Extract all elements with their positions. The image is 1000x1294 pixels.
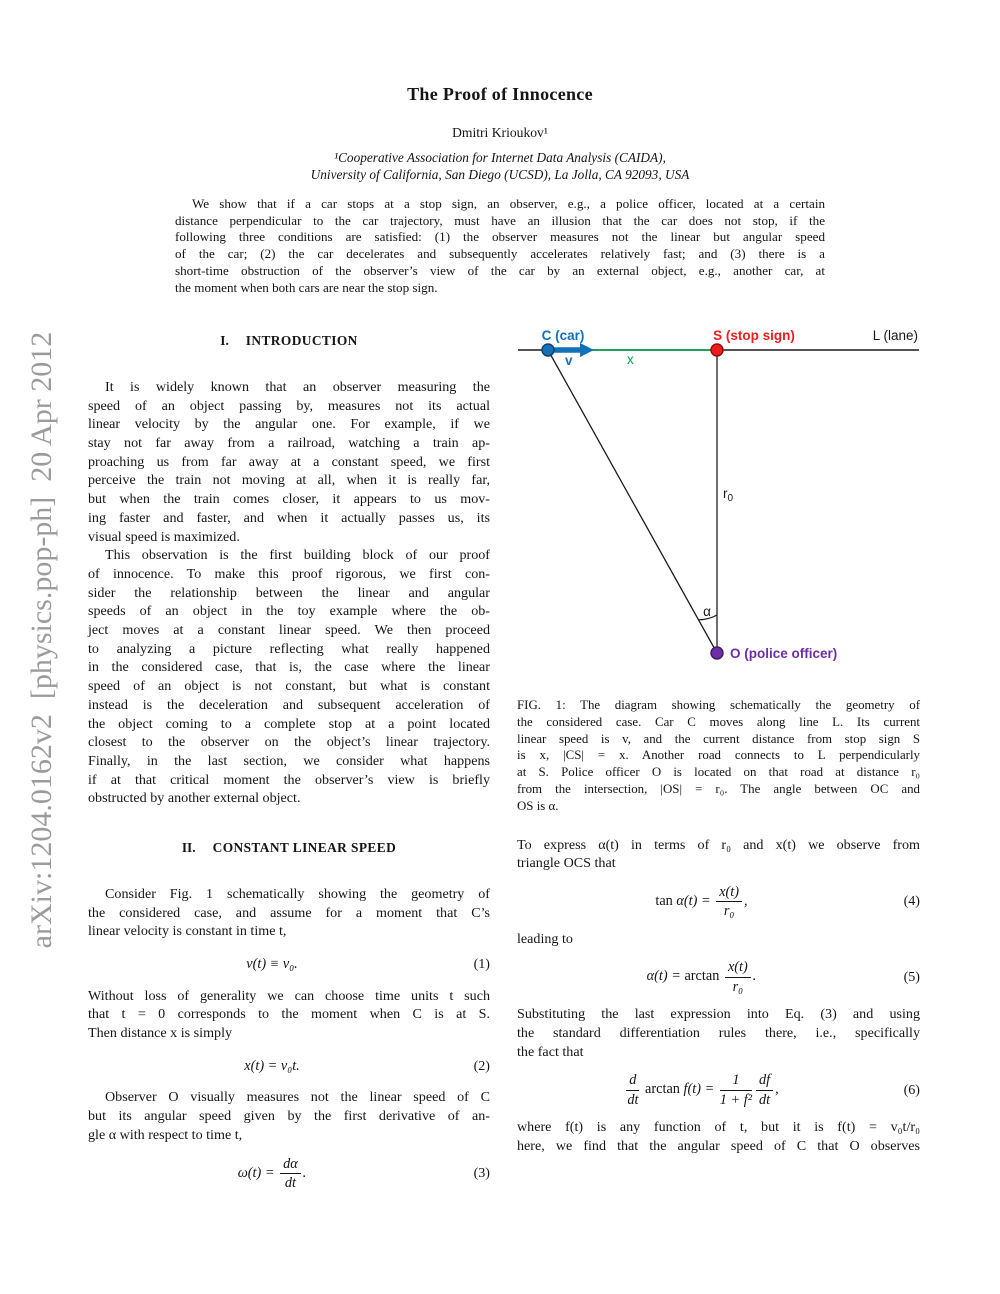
radius-subscript: 0 — [727, 493, 734, 505]
text-line: This observation is the first building block of our proof — [105, 547, 490, 564]
text-line: gle α with respect to time t, — [88, 1126, 243, 1143]
text-line: short-time obstruction of the observer’s view of the car by an external object, e.g., another car, at — [175, 262, 825, 278]
fraction-numerator: dα — [280, 1156, 301, 1174]
text-line: of innocence. To make this proof rigorous, we first con- — [88, 565, 490, 582]
text-line: linear velocity is constant in time t, — [88, 923, 287, 940]
text-line: at S. Police officer O is located on that road at distance r₀ — [517, 765, 920, 780]
text-line: Without loss of generality we can choose time units t such — [88, 987, 490, 1004]
fraction-numerator: 1 — [720, 1072, 752, 1090]
author-name: Dmitri Krioukov¹ — [452, 125, 548, 140]
stop-sign-dot — [711, 344, 723, 356]
text-line: the considered case. Car C moves along line L. Its current — [517, 714, 920, 729]
figure-caption — [517, 697, 920, 815]
fraction-denominator: r₀ — [723, 903, 735, 920]
text-line: but its angular speed given by the first derivative of an- — [88, 1108, 490, 1125]
text-line: closest to the observer on the object’s linear trajectory. — [88, 734, 490, 751]
radius-symbol: r — [723, 486, 728, 502]
text-line: ing faster and faster, and when it actually passes us, its — [88, 509, 490, 526]
fraction-numerator: df — [756, 1072, 773, 1090]
speed-paragraph-2 — [88, 987, 490, 1043]
equation-number: (2) — [473, 1057, 490, 1074]
text-line: sider the relationship between the linear and angular — [88, 584, 490, 601]
text-line: of the car; (2) the car decelerates and subsequently accelerates relatively fast; and (3) there is a — [175, 246, 825, 262]
equation-lhs: α(t) = — [676, 893, 715, 910]
line-of-sight — [548, 350, 717, 653]
leading-to-text: leading to — [517, 930, 573, 947]
paper-header — [0, 0, 1000, 296]
equation-3 — [88, 1156, 490, 1192]
intro-paragraph-1 — [88, 378, 490, 546]
equation-number: (1) — [473, 955, 490, 972]
equation-1 — [88, 955, 490, 974]
text-line: the object coming to a complete stop at a point located — [88, 715, 490, 732]
affiliation-line-1: ¹Cooperative Association for Internet Data Analysis (CAIDA), — [334, 150, 666, 165]
text-line: speed of an object passing by, measures not its actual — [88, 397, 490, 414]
equation-tail: . — [752, 968, 757, 985]
function-name: arctan — [684, 968, 723, 985]
text-line: from the intersection, |OS| = r₀. The angle between OC and — [517, 781, 920, 796]
fraction-numerator: x(t) — [716, 884, 742, 902]
figure-1-diagram — [517, 326, 920, 678]
fraction-denominator: r₀ — [732, 978, 744, 995]
text-line: Observer O visually measures not the linear speed of C — [105, 1089, 490, 1106]
text-line: OS is α. — [517, 798, 559, 813]
text-line: obstructed by another external object. — [88, 790, 301, 807]
text-line: Finally, in the last section, we consider what happens — [88, 752, 490, 769]
fraction-numerator: d — [626, 1072, 639, 1090]
section-heading-constant-linear-speed — [88, 839, 490, 858]
text-line: Consider Fig. 1 schematically showing the geometry of — [105, 885, 490, 902]
intro-paragraph-2 — [88, 546, 490, 808]
fraction — [626, 1072, 639, 1108]
fraction-numerator: x(t) — [725, 959, 751, 977]
paper-title: The Proof of Innocence — [407, 84, 593, 104]
text-line: that t = 0 corresponds to the moment when C is at S. — [88, 1006, 490, 1023]
fraction — [720, 1072, 752, 1108]
fraction-denominator: dt — [759, 1091, 771, 1108]
where-paragraph — [517, 1118, 920, 1155]
function-name: tan — [655, 893, 677, 910]
text-line: speeds of an object in the toy example where the ob- — [88, 603, 490, 620]
function-name: arctan — [641, 1081, 684, 1098]
section-heading-introduction — [88, 332, 490, 351]
text-line: triangle OCS that — [517, 855, 616, 872]
text-line: but when the train comes closer, it appears to us mov- — [88, 491, 490, 508]
section-number: I. — [220, 333, 229, 349]
fraction — [756, 1072, 773, 1108]
equation-body: v(t) ≡ v₀. — [246, 955, 298, 972]
text-line: perceive the train not moving at all, when it is really far, — [88, 472, 490, 489]
text-line: FIG. 1: The diagram showing schematically the geometry of — [517, 697, 920, 712]
affiliation — [0, 150, 1000, 183]
fraction — [280, 1156, 301, 1192]
text-line: here, we find that the angular speed of C that O observes — [517, 1138, 920, 1155]
velocity-label: v — [565, 353, 573, 369]
speed-paragraph-1 — [88, 885, 490, 941]
officer-dot — [711, 647, 723, 659]
equation-5 — [517, 959, 920, 995]
fraction — [725, 959, 751, 995]
angle-label: α — [703, 604, 711, 620]
text-line: if at that critical moment the observer’s view is briefly — [88, 771, 490, 788]
text-line: stay not far away from a railroad, watching a train ap- — [88, 435, 490, 452]
equation-tail: , — [775, 1081, 779, 1098]
section-number: II. — [181, 840, 196, 856]
section-title: INTRODUCTION — [245, 333, 358, 349]
substituting-paragraph — [517, 1005, 920, 1061]
text-line: Substituting the last expression into Eq. (3) and using — [517, 1006, 920, 1023]
equation-tail: . — [302, 1164, 307, 1181]
car-dot — [542, 344, 554, 356]
speed-paragraph-3 — [88, 1088, 490, 1144]
equation-number: (6) — [903, 1082, 920, 1099]
equation-mid: f(t) = — [683, 1081, 718, 1098]
text-line: Then distance x is simply — [88, 1025, 233, 1042]
text-line: instead is the deceleration and subsequent acceleration of — [88, 696, 490, 713]
equation-number: (5) — [903, 969, 920, 986]
text-line: speed of an object is not constant, but what is constant — [88, 678, 490, 695]
text-line: in the considered case, that is, the case where the linear — [88, 659, 490, 676]
two-column-body — [88, 324, 920, 1201]
text-line: To express α(t) in terms of r₀ and x(t) we observe from — [517, 836, 920, 853]
officer-label: O (police officer) — [730, 646, 838, 662]
affiliation-line-2: University of California, San Diego (UCSD), La Jolla, CA 92093, USA — [310, 166, 690, 182]
equation-lhs: α(t) = — [646, 968, 685, 985]
velocity-arrow-head — [580, 343, 594, 357]
section-title: CONSTANT LINEAR SPEED — [212, 840, 397, 856]
distance-x-label: x — [627, 352, 634, 368]
fraction — [716, 884, 742, 920]
equation-number: (3) — [473, 1165, 490, 1182]
equation-tail: , — [744, 893, 748, 910]
text-line: the standard differentiation rules there, i.e., specifically — [517, 1025, 920, 1042]
equation-6 — [517, 1072, 920, 1108]
text-line: distance perpendicular to the car trajectory, must have an illusion that the car does not stop, if the — [175, 212, 825, 228]
text-line: We show that if a car stops at a stop sign, an observer, e.g., a police officer, located at a certain — [192, 196, 825, 211]
text-line: proaching us from far away at a constant speed, we first — [88, 453, 490, 470]
equation-2 — [88, 1057, 490, 1076]
text-line: the moment when both cars are near the stop sign. — [175, 279, 438, 295]
text-line: visual speed is maximized. — [88, 528, 240, 545]
text-line: linear speed is v, and the current distance from stop sign S — [517, 731, 920, 746]
text-line: ject moves at a constant linear speed. We then proceed — [88, 622, 490, 639]
express-paragraph — [517, 836, 920, 873]
arxiv-watermark: arXiv:1204.0162v2 [physics.pop-ph] 20 Apr 2012 — [25, 331, 58, 949]
text-line: It is widely known that an observer measuring the — [105, 378, 490, 395]
text-line: following three conditions are satisfied: (1) the observer measures not the linear but angular speed — [175, 229, 825, 245]
text-line: is x, |CS| = x. Another road connects to L perpendicularly — [517, 748, 920, 763]
equation-body: x(t) = v₀t. — [244, 1057, 300, 1074]
equation-lhs: ω(t) = — [237, 1164, 279, 1181]
text-line: the considered case, and assume for a moment that C’s — [88, 904, 490, 921]
fraction-denominator: dt — [627, 1091, 639, 1108]
fraction-denominator: dt — [284, 1174, 296, 1191]
lane-label: L (lane) — [872, 328, 918, 344]
text-line: linear velocity by the angular one. For example, if we — [88, 416, 490, 433]
text-line: to analyzing a picture reflecting what really happened — [88, 640, 490, 657]
left-column — [88, 324, 490, 1201]
stop-sign-label: S (stop sign) — [713, 328, 795, 344]
fraction-denominator: 1 + f² — [719, 1091, 752, 1108]
car-label: C (car) — [541, 328, 585, 344]
text-line: where f(t) is any function of t, but it is f(t) = v₀t/r₀ — [517, 1119, 920, 1136]
equation-4 — [517, 884, 920, 920]
text-line: the fact that — [517, 1043, 584, 1060]
right-column — [517, 324, 920, 1201]
figure-1 — [517, 326, 920, 684]
abstract — [175, 196, 825, 296]
right-column-text — [517, 836, 920, 1156]
radius-label — [723, 486, 734, 504]
equation-number: (4) — [903, 893, 920, 910]
